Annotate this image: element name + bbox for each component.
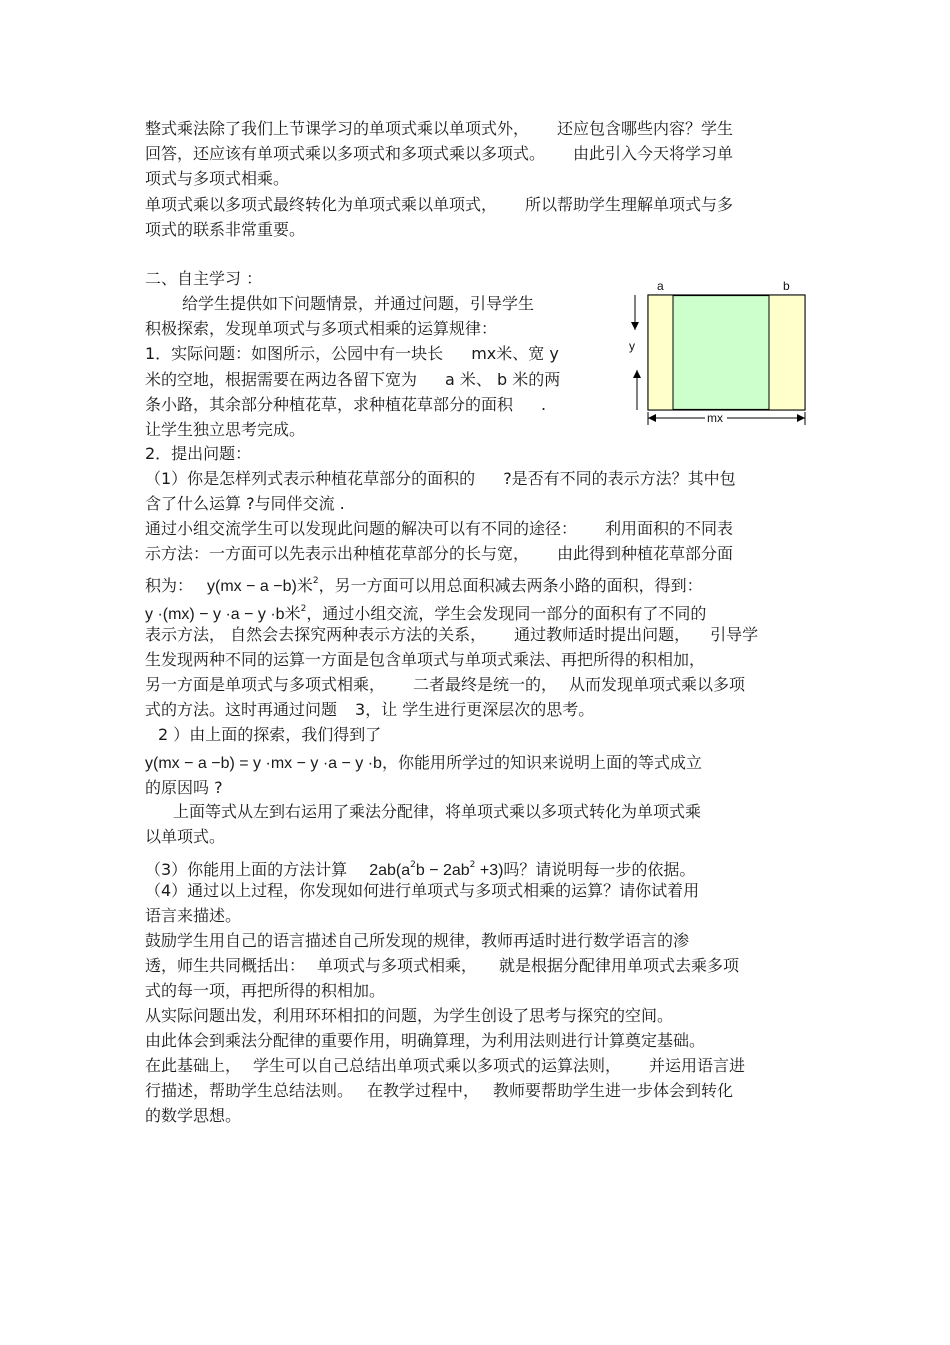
text-span: 通过教师适时提出问题， — [514, 625, 691, 644]
text-line: 含了什么运算 ?与同伴交流 . — [145, 494, 345, 513]
right-path — [770, 296, 805, 410]
text-span: 米的空地，根据需要在两边各留下宽为 — [145, 370, 418, 389]
text-line — [145, 369, 560, 391]
text-span: 就是根据分配律用单项式去乘多项 — [499, 956, 740, 975]
text-span: mx米、宽 y — [471, 344, 559, 363]
text-span: 单项式乘以多项式最终转化为单项式乘以单项式， — [145, 195, 498, 214]
text-span: ，你能用所学过的知识来说明上面的等式成立 — [381, 753, 702, 772]
text-line: 2．提出问题： — [145, 444, 252, 463]
text-span: . — [541, 395, 547, 414]
formula: y ·(mx) − y ·a − y ·b米 — [145, 606, 301, 623]
text-line — [145, 143, 733, 165]
label-a: a — [657, 279, 664, 293]
text-line — [145, 598, 706, 626]
text-line: 的数学思想。 — [145, 1106, 242, 1125]
text-line — [145, 118, 733, 140]
superscript: 2 — [312, 576, 319, 586]
text-line — [145, 394, 546, 416]
label-b: b — [783, 279, 790, 293]
text-line — [145, 1055, 745, 1077]
text-span: 积为： — [145, 576, 194, 595]
text-line: 生发现两种不同的运算一方面是包含单项式与单项式乘法、再把所得的积相加， — [145, 650, 706, 669]
text-line — [145, 343, 559, 365]
text-span: 还应包含哪些内容？学生 — [557, 119, 734, 138]
text-span: 引导学 — [710, 625, 759, 644]
text-span: 利用面积的不同表 — [605, 519, 734, 538]
text-span: 3，让 学生进行更深层次的思考。 — [355, 700, 595, 719]
text-line: 从实际问题出发，利用环环相扣的问题，为学生创设了思考与探究的空间。 — [145, 1006, 674, 1025]
text-line — [145, 219, 305, 241]
text-line — [145, 854, 695, 882]
formula: y(mx − a −b) = y ·mx − y ·a − y ·b — [145, 755, 382, 772]
text-span: 从而发现单项式乘以多项 — [569, 675, 746, 694]
mx-arrow-right — [797, 414, 805, 422]
left-path — [649, 296, 673, 410]
formula: +3) — [475, 862, 504, 879]
text-span: 式的方法。这时再通过问题 — [145, 700, 338, 719]
text-line: （4）通过以上过程，你发现如何进行单项式与多项式相乘的运算？请你试着用 — [145, 881, 700, 900]
text-span: 示方法：一方面可以先表示出种植花草部分的长与宽， — [145, 544, 530, 563]
text-span: 1．实际问题：如图所示，公园中有一块长 — [145, 344, 444, 363]
text-line: 式的每一项，再把所得的积相加。 — [145, 981, 386, 1000]
text-line: 2 ）由上面的探索，我们得到了 — [158, 725, 382, 744]
text-line — [145, 194, 733, 216]
text-line: 给学生提供如下问题情景，并通过问题，引导学生 — [182, 294, 535, 313]
text-line: 鼓励学生用自己的语言描述自己所发现的规律，教师再适时进行数学语言的渗 — [145, 931, 690, 950]
superscript: 2 — [469, 860, 476, 870]
text-span: 教师要帮助学生进一步体会到转化 — [493, 1081, 734, 1100]
text-span: 学生可以自己总结出单项式乘以多项式的运算法则， — [253, 1056, 622, 1075]
flower-area — [673, 296, 769, 410]
text-span: ，另一方面可以用总面积减去两条小路的面积，得到： — [318, 576, 703, 595]
text-line — [145, 168, 289, 190]
text-span: 由此引入今天将学习单 — [573, 144, 734, 163]
text-span: 表示方法， 自然会去探究两种表示方法的关系， — [145, 625, 487, 644]
text-line: 上面等式从左到右运用了乘法分配律，将单项式乘以多项式转化为单项式乘 — [173, 802, 702, 821]
text-line — [145, 468, 736, 490]
text-span: 项式与多项式相乘。 — [145, 169, 290, 188]
text-line: 积极探索，发现单项式与多项式相乘的运算规律： — [145, 319, 498, 338]
text-line — [145, 955, 739, 977]
section-heading: 二、自主学习 ： — [145, 269, 263, 288]
text-span: 回答，还应该有单项式乘以多项式和多项式乘以多项式。 — [145, 144, 546, 163]
text-span: 并运用语言进 — [649, 1056, 746, 1075]
text-line — [145, 752, 702, 775]
formula: b − 2ab — [415, 862, 470, 879]
text-span: 条小路，其余部分种植花草，求种植花草部分的面积 — [145, 395, 514, 414]
label-mx: mx — [707, 411, 723, 425]
text-line — [145, 699, 594, 721]
text-span: 二者最终是统一的， — [413, 675, 558, 694]
text-span: 项式的联系非常重要。 — [145, 220, 306, 239]
text-line — [145, 543, 733, 565]
superscript: 2 — [300, 604, 307, 614]
text-span: 吗？请说明每一步的依据。 — [503, 860, 696, 879]
text-span: 单项式与多项式相乘， — [317, 956, 478, 975]
y-arrow-bottom-head — [633, 370, 641, 378]
text-span: a 米、 b 米的两 — [445, 370, 561, 389]
label-y: y — [629, 339, 635, 353]
text-span: 在此基础上， — [145, 1056, 242, 1075]
text-span: 整式乘法除了我们上节课学习的单项式乘以单项式外， — [145, 119, 530, 138]
text-line — [145, 624, 758, 646]
text-span: 在教学过程中， — [367, 1081, 480, 1100]
mx-arrow-left — [648, 414, 656, 422]
text-span: （1）你是怎样列式表示种植花草部分的面积的 — [145, 469, 476, 488]
text-span: 行描述，帮助学生总结法则。 — [145, 1081, 354, 1100]
text-line — [145, 1080, 733, 1102]
text-span: 所以帮助学生理解单项式与多 — [525, 195, 734, 214]
text-line: 以单项式。 — [145, 827, 226, 846]
superscript: 2 — [410, 860, 416, 870]
text-line — [145, 674, 745, 696]
text-line: 让学生独立思考完成。 — [145, 420, 306, 439]
formula: 2ab(a — [369, 862, 411, 879]
text-line: 的原因吗 ? — [145, 778, 223, 797]
text-span: （3）你能用上面的方法计算 — [145, 860, 348, 879]
text-span: 通过小组交流学生可以发现此问题的解决可以有不同的途径： — [145, 519, 578, 538]
text-span: 由此得到种植花草部分面 — [557, 544, 734, 563]
formula: y(mx − a −b)米 — [207, 578, 313, 595]
text-line: 由此体会到乘法分配律的重要作用，明确算理，为利用法则进行计算奠定基础。 — [145, 1031, 706, 1050]
text-line: 语言来描述。 — [145, 906, 242, 925]
park-diagram — [625, 278, 815, 428]
text-span: 透，师生共同概括出： — [145, 956, 306, 975]
text-span: 另一方面是单项式与多项式相乘， — [145, 675, 386, 694]
text-span: ，通过小组交流，学生会发现同一部分的面积有了不同的 — [306, 604, 707, 623]
text-span: ?是否有不同的表示方法？其中包 — [503, 469, 736, 488]
y-arrow-top-head — [631, 322, 639, 330]
text-line — [145, 570, 703, 598]
text-line — [145, 518, 733, 540]
